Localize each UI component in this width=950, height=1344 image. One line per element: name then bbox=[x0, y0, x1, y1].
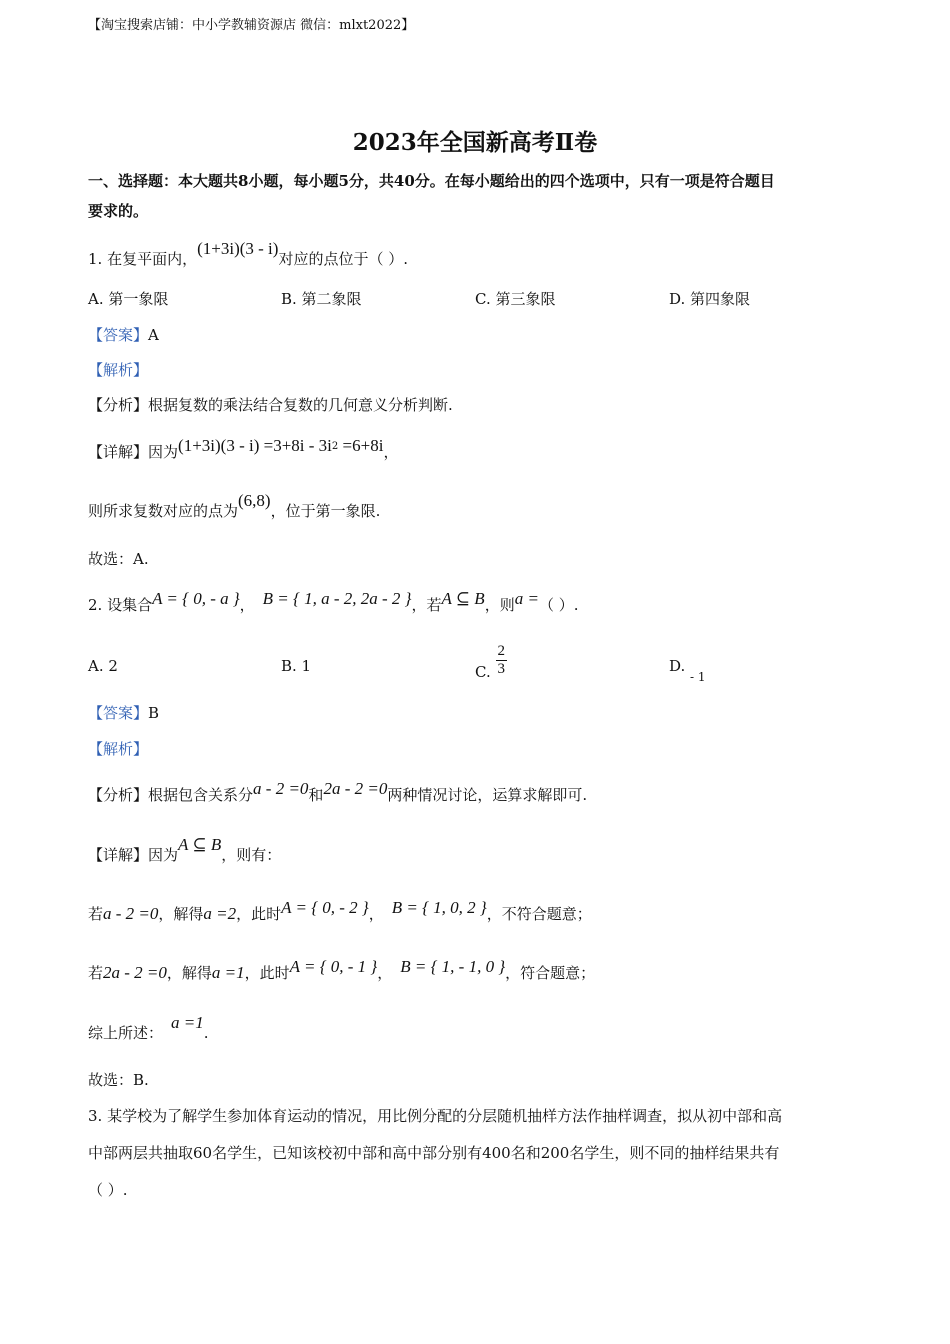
q2-option-b: B. 1 bbox=[281, 657, 312, 675]
q2-blank: （ ）. bbox=[538, 596, 579, 614]
q2-option-d bbox=[669, 655, 706, 684]
q2-case1-solve: ，解得 bbox=[158, 905, 204, 923]
q2-detail-expression: A ⊆ B bbox=[178, 835, 222, 854]
q1-point bbox=[88, 491, 381, 522]
q1-detail-post: ， bbox=[383, 443, 399, 461]
q2-detail-label: 【详解】 bbox=[88, 846, 149, 864]
q1-point-expression: (6,8) bbox=[238, 491, 271, 510]
q3-stem-line2: 中部两层共抽取60名学生，已知该校初中部和高中部分别有400名和200名学生，则不同的抽样结果共有 bbox=[88, 1144, 780, 1162]
q2-summary-expression: a =1 bbox=[171, 1013, 204, 1032]
q2-set-a: A = { 0, - a } bbox=[152, 589, 240, 608]
q2-choose: 故选：B. bbox=[88, 1071, 149, 1089]
q2-condition: A ⊆ B bbox=[441, 589, 485, 608]
q1-point-post: ，位于第一象限. bbox=[270, 502, 381, 520]
q1-answer-value: A bbox=[148, 326, 159, 344]
q1-detail-pre: 因为 bbox=[148, 443, 179, 461]
q2-case1-a: a =2 bbox=[203, 904, 237, 923]
q1-detail bbox=[88, 436, 399, 466]
q2-case1-equation: a - 2 =0 bbox=[103, 904, 159, 923]
section-heading-line2: 要求的。 bbox=[88, 202, 149, 220]
q2-case2-equation: 2a - 2 =0 bbox=[103, 963, 167, 982]
q1-analysis bbox=[88, 394, 453, 416]
q2-set-b: B = { 1, a - 2, 2a - 2 } bbox=[262, 589, 412, 608]
q2-option-c-fraction bbox=[496, 643, 508, 678]
q2-analysis-heading bbox=[88, 738, 148, 760]
q2-analysis bbox=[88, 779, 588, 806]
q2-detail bbox=[88, 835, 282, 866]
q2-analysis-pre: 根据包含关系分 bbox=[148, 786, 254, 804]
q2-variable: a = bbox=[514, 589, 539, 608]
q2-case2-comma: ， bbox=[377, 964, 393, 982]
q1-prefix: 1. 在复平面内， bbox=[88, 250, 198, 268]
q1-option-d: D. 第四象限 bbox=[669, 290, 751, 308]
header-watermark: 【淘宝搜索店铺：中小学教辅资源店 微信：mlxt2022】 bbox=[88, 18, 415, 33]
q2-summary bbox=[88, 1013, 209, 1044]
q1-detail-expression: (1+3i)(3 - i) =3+8i - 3i bbox=[178, 436, 332, 455]
q1-answer bbox=[88, 324, 159, 346]
q2-case2 bbox=[88, 957, 596, 984]
section-heading-line1: 一、选择题：本大题共8小题，每小题5分，共40分。在每小题给出的四个选项中，只有一项是符合题目 bbox=[88, 172, 775, 190]
q2-answer-value: B bbox=[148, 704, 160, 722]
q2-case1-set-a: A = { 0, - 2 } bbox=[281, 898, 369, 917]
q2-summary-pre: 综上所述： bbox=[88, 1024, 164, 1042]
answer-tag: 【答案】 bbox=[88, 326, 149, 344]
q2-analysis-eq2: 2a - 2 =0 bbox=[323, 779, 388, 798]
q1-option-b: B. 第二象限 bbox=[281, 290, 362, 308]
q2-detail-post: ，则有： bbox=[221, 846, 282, 864]
q2-case2-set-a: A = { 0, - 1 } bbox=[289, 957, 378, 976]
q1-choose: 故选：A. bbox=[88, 550, 149, 568]
q2-analysis-post: 两种情况讨论，运算求解即可. bbox=[387, 786, 588, 804]
q2-then: ，则 bbox=[484, 596, 515, 614]
q1-point-pre: 则所求复数对应的点为 bbox=[88, 502, 239, 520]
q2-option-c-label: C. bbox=[475, 662, 491, 681]
q2-case2-pre: 若 bbox=[88, 964, 104, 982]
q2-case1-set-b: B = { 1, 0, 2 } bbox=[391, 898, 487, 917]
page-title: 2023年全国新高考Ⅱ卷 bbox=[352, 129, 598, 156]
q2-option-a: A. 2 bbox=[88, 657, 118, 675]
q1-expression: (1+3i)(3 - i) bbox=[197, 239, 279, 258]
q1-option-a: A. 第一象限 bbox=[88, 290, 169, 308]
q2-analysis-label: 【分析】 bbox=[88, 786, 149, 804]
q2-case1 bbox=[88, 898, 592, 925]
q1-option-c: C. 第三象限 bbox=[475, 290, 556, 308]
q2-option-d-value: - 1 bbox=[690, 670, 706, 684]
q2-stem bbox=[88, 589, 579, 616]
q2-answer bbox=[88, 702, 159, 724]
q2-case2-a: a =1 bbox=[211, 963, 245, 982]
analysis-tag: 【解析】 bbox=[88, 740, 149, 758]
q2-case2-post: ，符合题意； bbox=[505, 964, 596, 982]
q2-case1-pre: 若 bbox=[88, 905, 104, 923]
q2-cond-pre: ，若 bbox=[411, 596, 442, 614]
q2-case1-then: ，此时 bbox=[236, 905, 282, 923]
q2-case1-post: ，不符合题意； bbox=[486, 905, 592, 923]
q2-detail-pre: 因为 bbox=[148, 846, 179, 864]
q3-stem-line3: （ ）. bbox=[88, 1181, 128, 1199]
q2-prefix: 2. 设集合 bbox=[88, 596, 153, 614]
q1-analysis-heading bbox=[88, 359, 148, 381]
q2-case1-comma: ， bbox=[368, 905, 384, 923]
answer-tag: 【答案】 bbox=[88, 704, 149, 722]
q2-comma: ， bbox=[239, 596, 255, 614]
q1-analysis-label: 【分析】 bbox=[88, 396, 149, 414]
q1-detail-label: 【详解】 bbox=[88, 443, 149, 461]
q2-case2-then: ，此时 bbox=[244, 964, 290, 982]
q2-option-c bbox=[475, 643, 507, 681]
q2-summary-post: . bbox=[203, 1024, 209, 1042]
q1-detail-expression-result: =6+8i bbox=[338, 436, 384, 455]
analysis-tag: 【解析】 bbox=[88, 361, 149, 379]
q2-case2-set-b: B = { 1, - 1, 0 } bbox=[400, 957, 506, 976]
q2-option-c-numerator: 2 bbox=[497, 643, 505, 659]
q2-option-d-label: D. bbox=[669, 657, 686, 675]
q2-analysis-mid: 和 bbox=[308, 786, 324, 804]
q2-analysis-eq1: a - 2 =0 bbox=[253, 779, 309, 798]
q1-analysis-text: 根据复数的乘法结合复数的几何意义分析判断. bbox=[148, 396, 453, 414]
q1-suffix: 对应的点位于（ ）. bbox=[278, 250, 408, 268]
q2-option-c-denominator: 3 bbox=[497, 661, 505, 677]
q3-stem-line1: 3. 某学校为了解学生参加体育运动的情况，用比例分配的分层随机抽样方法作抽样调查，拟从初中部和高 bbox=[88, 1107, 783, 1125]
q2-case2-solve: ，解得 bbox=[166, 964, 212, 982]
q1-detail-superscript: 2 bbox=[331, 441, 339, 452]
q1-stem bbox=[88, 239, 408, 270]
